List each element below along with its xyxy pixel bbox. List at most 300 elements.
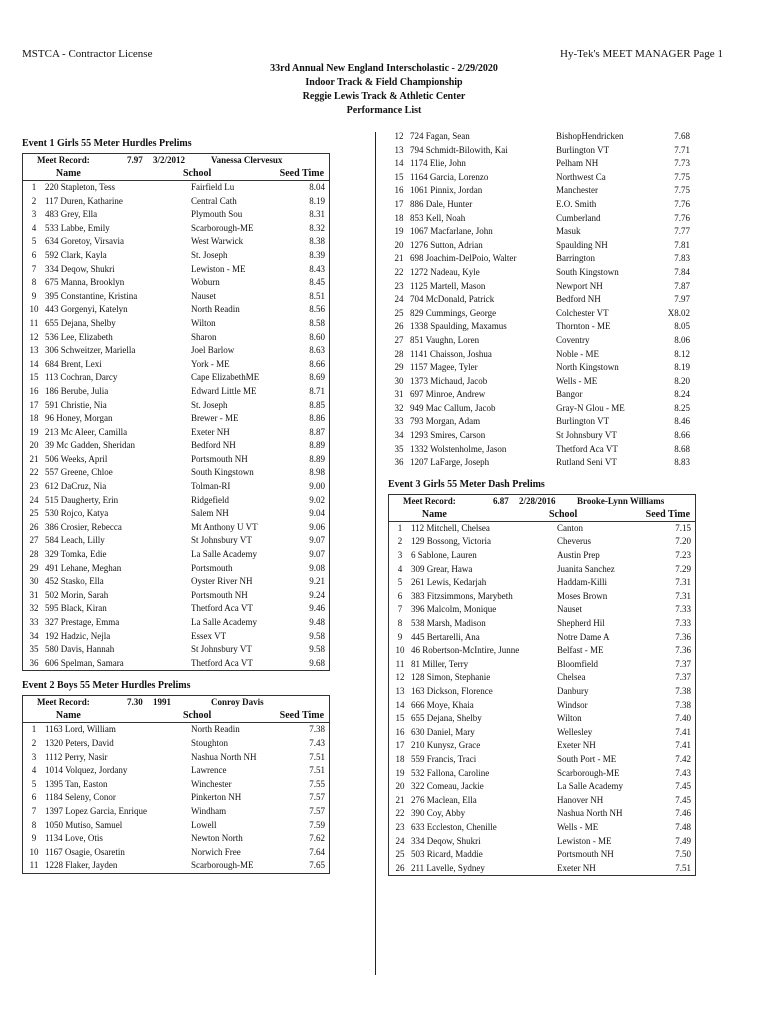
seed-time: 9.46 [309, 603, 325, 614]
place: 28 [29, 549, 39, 560]
school: La Salle Academy [557, 781, 623, 792]
place: 20 [394, 239, 404, 250]
athlete-name: 532 Fallona, Caroline [411, 767, 490, 778]
seed-time: 7.51 [675, 862, 691, 873]
school: Gray-N Glou - ME [556, 402, 625, 413]
seed-time: 8.71 [309, 385, 325, 396]
athlete-name: 1207 LaFarge, Joseph [410, 457, 490, 468]
athlete-name: 502 Morin, Sarah [45, 589, 109, 600]
table-row [389, 644, 695, 658]
school: Thornton - ME [556, 321, 611, 332]
seed-time: 7.75 [674, 171, 690, 182]
school: Bedford NH [556, 294, 601, 305]
athlete-name: 1112 Perry, Nasir [45, 751, 108, 762]
table-row [23, 575, 329, 589]
event-3-table [388, 494, 696, 876]
table-row [23, 344, 329, 358]
place: 18 [29, 413, 39, 424]
school: Haddam-Killi [557, 577, 607, 588]
school: Portsmouth [191, 562, 233, 573]
place: 21 [394, 253, 404, 264]
athlete-name: 630 Daniel, Mary [411, 726, 475, 737]
seed-time: 7.51 [309, 751, 325, 762]
place: 3 [31, 751, 37, 762]
name-header: Name [55, 710, 81, 722]
place: 34 [29, 630, 39, 641]
athlete-name: 591 Christie, Nia [45, 399, 107, 410]
table-row [388, 266, 696, 280]
seed-time: 7.38 [309, 724, 325, 735]
seed-time: 8.56 [309, 304, 325, 315]
school: Barrington [556, 253, 595, 264]
left-column [22, 137, 330, 874]
place: 21 [395, 794, 405, 805]
athlete-name: 684 Brent, Lexi [45, 358, 102, 369]
school: Austin Prep [557, 550, 600, 561]
athlete-name: 595 Black, Kiran [45, 603, 107, 614]
school: Thetford Aca VT [556, 443, 618, 454]
seed-time: 7.31 [675, 590, 691, 601]
athlete-name: 1272 Nadeau, Kyle [410, 266, 480, 277]
place: 23 [29, 481, 39, 492]
table-row [23, 859, 329, 873]
table-row [23, 507, 329, 521]
seed-header: Seed Time [645, 508, 691, 520]
school: Exeter NH [557, 740, 596, 751]
place: 20 [395, 781, 405, 792]
school: La Salle Academy [191, 549, 257, 560]
seed-time: 7.55 [309, 778, 325, 789]
athlete-name: 606 Spelman, Samara [45, 657, 124, 668]
table-row [389, 549, 695, 563]
school: North Kingstown [556, 362, 619, 373]
right-column [388, 130, 696, 876]
school: Joel Barlow [191, 345, 235, 356]
meet-record-date: 2/28/2016 [519, 495, 556, 506]
event-2-table [22, 695, 330, 874]
school: North Readin [191, 304, 240, 315]
venue-title: Reggie Lewis Track & Athletic Center [302, 91, 466, 102]
athlete-name: 1167 Osagie, Osaretin [45, 846, 125, 857]
table-row [23, 385, 329, 399]
table-row [23, 249, 329, 263]
place: 36 [394, 457, 404, 468]
seed-time: 8.85 [309, 399, 325, 410]
table-row [388, 375, 696, 389]
table-row [388, 130, 696, 144]
place: 10 [29, 304, 39, 315]
place: 36 [29, 657, 39, 668]
table-row [389, 699, 695, 713]
place: 1 [31, 724, 37, 735]
school: Cheverus [557, 536, 591, 547]
table-row [389, 835, 695, 849]
athlete-name: 1141 Chaisson, Joshua [410, 348, 492, 359]
school: Nashua North NH [557, 808, 623, 819]
place: 3 [397, 550, 403, 561]
place: 21 [29, 453, 39, 464]
school: Lewiston - ME [557, 835, 612, 846]
athlete-name: 383 Fitzsimmons, Marybeth [411, 590, 513, 601]
athlete-name: 1338 Spaulding, Maxamus [410, 321, 507, 332]
place: 25 [394, 307, 404, 318]
place: 20 [29, 440, 39, 451]
table-row [23, 494, 329, 508]
athlete-name: 584 Leach, Lilly [45, 535, 105, 546]
athlete-name: 117 Duren, Katharine [45, 195, 123, 206]
athlete-name: 724 Fagan, Sean [410, 131, 470, 141]
table-row [389, 576, 695, 590]
school: Shepherd Hil [557, 618, 605, 628]
meet-record-label: Meet Record: [37, 155, 90, 165]
table-row [23, 290, 329, 304]
place: 23 [395, 821, 405, 832]
place: 2 [31, 737, 37, 748]
seed-time: 8.24 [674, 389, 690, 400]
athlete-name: 390 Coy, Abby [411, 808, 466, 819]
athlete-name: 211 Lavelle, Sydney [411, 862, 485, 873]
seed-time: 9.02 [309, 494, 325, 505]
athlete-name: 829 Cummings, George [410, 307, 497, 318]
meet-record-label: Meet Record: [403, 495, 456, 506]
table-row [389, 658, 695, 672]
table-row [389, 862, 695, 876]
place: 9 [31, 290, 37, 301]
athlete-name: 334 Deqow, Shukri [411, 835, 481, 846]
school: Portsmouth NH [191, 453, 248, 464]
athlete-name: 655 Dejana, Shelby [411, 713, 482, 724]
school: Edward Little ME [191, 385, 257, 396]
athlete-name: 533 Labbe, Emily [45, 222, 110, 233]
meet-record-label: Meet Record: [37, 697, 90, 708]
school: South Kingstown [191, 467, 254, 478]
athlete-name: 559 Francis, Traci [411, 753, 477, 764]
seed-time: 7.75 [674, 185, 690, 196]
seed-time: 7.33 [675, 604, 691, 615]
place: 23 [394, 280, 404, 291]
table-row [23, 616, 329, 630]
table-row [23, 751, 329, 765]
seed-time: 9.06 [309, 521, 325, 532]
school: Wells - ME [556, 375, 598, 386]
place: 32 [394, 402, 404, 413]
seed-time: 7.50 [675, 849, 691, 860]
place: 27 [394, 334, 404, 345]
seed-time: 9.07 [309, 535, 325, 546]
table-row [388, 388, 696, 402]
event-3-rows [389, 522, 695, 875]
school: Windham [191, 805, 227, 816]
athlete-name: 506 Weeks, April [45, 453, 108, 464]
athlete-name: 704 McDonald, Patrick [410, 294, 495, 305]
school: Portsmouth NH [557, 849, 614, 860]
athlete-name: 113 Cochran, Darcy [45, 372, 118, 383]
seed-time: 9.07 [309, 549, 325, 560]
table-row [23, 657, 329, 671]
place: 33 [394, 416, 404, 427]
school: Pelham NH [556, 158, 599, 169]
place: 22 [29, 467, 39, 478]
place: 17 [29, 399, 39, 410]
place: 5 [31, 778, 37, 789]
seed-time: 8.86 [309, 413, 325, 424]
athlete-name: 697 Minroe, Andrew [410, 389, 486, 400]
athlete-name: 698 Joachim-DelPoio, Walter [410, 253, 517, 264]
table-row [389, 780, 695, 794]
school: Belfast - ME [557, 645, 604, 656]
seed-time: 7.81 [674, 239, 690, 250]
place: 5 [31, 236, 37, 247]
school: Bedford NH [191, 440, 236, 451]
athlete-name: 186 Berube, Julia [45, 385, 109, 396]
seed-time: 7.76 [674, 198, 690, 209]
school: Coventry [556, 334, 590, 345]
seed-time: 7.84 [674, 266, 690, 277]
place: 10 [29, 846, 39, 857]
place: 11 [29, 317, 39, 328]
table-row [388, 307, 696, 321]
athlete-name: 452 Stasko, Ella [45, 576, 104, 587]
seed-time: 8.63 [309, 345, 325, 356]
seed-time: 7.43 [675, 767, 691, 778]
place: 25 [395, 849, 405, 860]
athlete-name: 81 Miller, Terry [411, 658, 469, 669]
table-row [23, 358, 329, 372]
school-header: School [548, 508, 578, 520]
school: Spaulding NH [556, 239, 608, 250]
table-row [389, 767, 695, 781]
seed-time: 7.33 [675, 618, 691, 628]
place: 15 [394, 171, 404, 182]
meet-record-time: 7.30 [127, 697, 143, 708]
place: 33 [29, 617, 39, 627]
place: 34 [394, 430, 404, 441]
school: St Johnsbury VT [556, 430, 617, 441]
athlete-name: 853 Kell, Noah [410, 212, 466, 223]
school: Nauset [557, 604, 582, 615]
table-row [389, 739, 695, 753]
event-1-title: Event 1 Girls 55 Meter Hurdles Prelims [22, 138, 192, 149]
place: 24 [395, 835, 405, 846]
table-row [388, 456, 696, 470]
seed-time: 7.57 [309, 805, 325, 816]
seed-time: 8.69 [309, 372, 325, 383]
place: 12 [29, 331, 39, 342]
place: 29 [29, 562, 39, 573]
table-row [389, 603, 695, 617]
athlete-name: 213 Mc Aleer, Camilla [45, 426, 128, 437]
athlete-name: 580 Davis, Hannah [45, 644, 115, 655]
seed-time: 8.43 [309, 263, 325, 274]
seed-time: 8.38 [309, 236, 325, 247]
seed-time: 8.46 [674, 416, 690, 427]
school: Winchester [191, 778, 232, 789]
place: 17 [395, 740, 405, 751]
school: Danbury [557, 685, 589, 696]
athlete-name: 396 Malcolm, Monique [411, 604, 497, 615]
school: St Johnsbury VT [191, 644, 252, 655]
seed-time: 7.29 [675, 563, 691, 574]
school: E.O. Smith [556, 198, 597, 209]
athlete-name: 163 Dickson, Florence [411, 685, 493, 696]
athlete-name: 46 Robertson-McIntire, Junne [411, 645, 520, 656]
place: 22 [394, 266, 404, 277]
table-row [388, 171, 696, 185]
seed-time: 8.25 [674, 402, 690, 413]
seed-time: 7.15 [675, 522, 691, 533]
school: Lewiston - ME [191, 263, 246, 274]
athlete-name: 329 Tomka, Edie [45, 549, 107, 560]
school: Chelsea [557, 672, 586, 683]
school: Hanover NH [557, 794, 604, 805]
school: Bloomfield [557, 658, 598, 669]
school: Notre Dame A [557, 631, 610, 642]
event-2-column-header [23, 709, 329, 723]
school: Nashua North NH [191, 751, 257, 762]
table-row [389, 821, 695, 835]
table-row [23, 331, 329, 345]
table-row [23, 534, 329, 548]
table-row [389, 617, 695, 631]
place: 13 [394, 144, 404, 155]
school: Thetford Aca VT [191, 657, 253, 668]
place: 13 [395, 685, 405, 696]
athlete-name: 306 Schweitzer, Mariella [45, 345, 136, 356]
place: 8 [31, 277, 37, 288]
school: Brewer - ME [191, 413, 239, 424]
table-row [389, 522, 695, 536]
seed-time: 7.43 [309, 737, 325, 748]
place: 2 [397, 536, 403, 547]
seed-time: 8.89 [309, 440, 325, 451]
seed-time: 8.89 [309, 453, 325, 464]
place: 35 [394, 443, 404, 454]
athlete-name: 851 Vaughn, Loren [410, 334, 480, 345]
athlete-name: 220 Stapleton, Tess [45, 182, 115, 192]
seed-time: 8.06 [674, 334, 690, 345]
place: 19 [394, 226, 404, 237]
table-row [23, 412, 329, 426]
place: 17 [394, 198, 404, 209]
place: 18 [394, 212, 404, 223]
seed-time: 9.68 [309, 657, 325, 668]
seed-time: 7.37 [675, 672, 691, 683]
school: Noble - ME [556, 348, 599, 359]
school: Scarborough-ME [191, 222, 254, 233]
table-row [23, 439, 329, 453]
table-row [23, 480, 329, 494]
table-row [23, 466, 329, 480]
athlete-name: 491 Lehane, Meghan [45, 562, 122, 573]
school: Scarborough-ME [191, 860, 254, 871]
table-row [23, 805, 329, 819]
column-divider [375, 132, 376, 975]
table-row [388, 334, 696, 348]
table-row [23, 737, 329, 751]
athlete-name: 612 DaCruz, Nia [45, 481, 107, 492]
seed-time: 7.40 [675, 713, 691, 724]
school: Burlington VT [556, 416, 610, 427]
seed-time: 7.77 [674, 226, 690, 237]
place: 14 [395, 699, 405, 710]
athlete-name: 886 Dale, Hunter [410, 198, 473, 209]
table-row [23, 602, 329, 616]
event-1-rows [23, 181, 329, 670]
athlete-name: 794 Schmidt-Bilowith, Kai [410, 144, 508, 155]
athlete-name: 793 Morgan, Adam [410, 416, 481, 427]
table-row [23, 181, 329, 195]
school: Stoughton [191, 737, 229, 748]
place: 15 [395, 713, 405, 724]
table-row [23, 195, 329, 209]
seed-time: 8.12 [674, 348, 690, 359]
athlete-name: 1134 Love, Otis [45, 833, 103, 844]
seed-time: 9.08 [309, 562, 325, 573]
school: Sharon [191, 331, 217, 342]
place: 19 [29, 426, 39, 437]
school: Central Cath [191, 195, 237, 206]
event-2-rows-continued [388, 130, 696, 470]
athlete-name: 1061 Pinnix, Jordan [410, 185, 483, 196]
place: 12 [394, 131, 404, 141]
athlete-name: 443 Gorgenyi, Katelyn [45, 304, 128, 315]
place: 6 [31, 249, 37, 260]
seed-time: 7.36 [675, 631, 691, 642]
athlete-name: 1164 Garcia, Lorenzo [410, 171, 489, 182]
place: 22 [395, 808, 405, 819]
seed-time: 7.38 [675, 685, 691, 696]
place: 27 [29, 535, 39, 546]
athlete-name: 530 Rojco, Katya [45, 508, 109, 519]
seed-time: 7.37 [675, 658, 691, 669]
table-row [388, 361, 696, 375]
athlete-name: 1174 Elie, John [410, 158, 466, 169]
seed-time: 7.46 [675, 808, 691, 819]
event-2-rows [23, 723, 329, 873]
table-row [388, 212, 696, 226]
table-row [389, 712, 695, 726]
seed-time: 8.51 [309, 290, 325, 301]
seed-time: 7.41 [675, 740, 691, 751]
school-header: School [182, 710, 212, 722]
school: Windsor [557, 699, 588, 710]
athlete-name: 949 Mac Callum, Jacob [410, 402, 496, 413]
table-row [23, 819, 329, 833]
table-row [23, 399, 329, 413]
place: 11 [29, 860, 39, 871]
school: Thetford Aca VT [191, 603, 253, 614]
table-row [388, 225, 696, 239]
athlete-name: 1276 Sutton, Adrian [410, 239, 483, 250]
table-row [23, 643, 329, 657]
table-row [389, 807, 695, 821]
table-row [23, 832, 329, 846]
seed-time: 7.36 [675, 645, 691, 656]
table-row [388, 415, 696, 429]
school: Bangor [556, 389, 583, 400]
place: 5 [397, 577, 403, 588]
place: 16 [29, 385, 39, 396]
table-row [23, 791, 329, 805]
seed-time: 8.19 [674, 362, 690, 373]
seed-time: 7.45 [675, 781, 691, 792]
athlete-name: 210 Kunysz, Grace [411, 740, 481, 751]
seed-time: 7.65 [309, 860, 325, 871]
table-row [23, 222, 329, 236]
seed-time: 8.58 [309, 317, 325, 328]
place: 26 [29, 521, 39, 532]
table-row [389, 753, 695, 767]
